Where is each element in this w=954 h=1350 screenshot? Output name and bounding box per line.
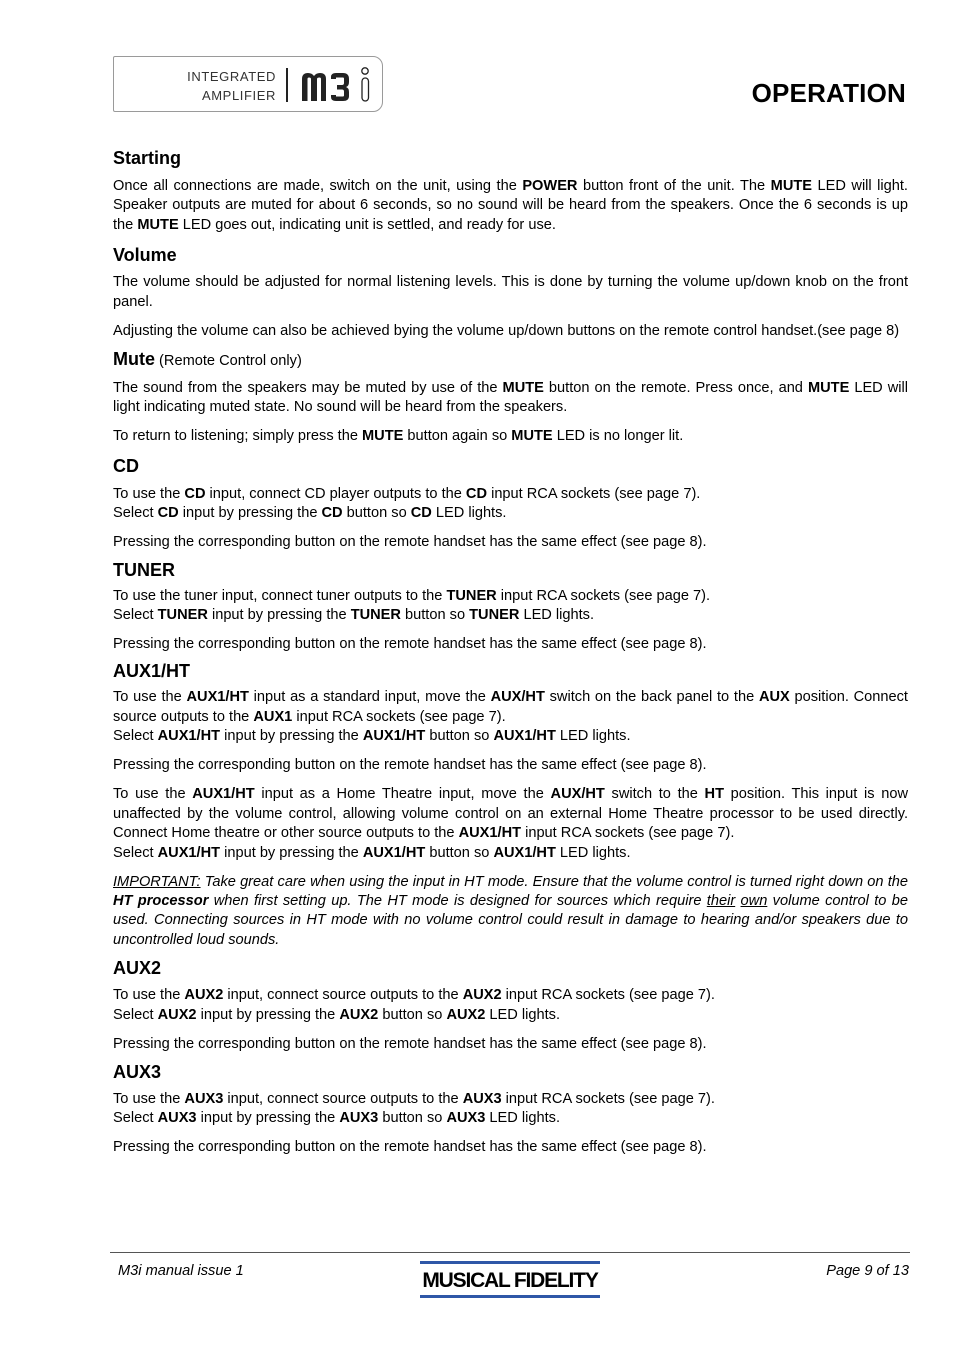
page-title: OPERATION (751, 78, 906, 108)
heading-starting: Starting (113, 148, 182, 168)
aux1-paragraph-1: To use the AUX1/HT input as a standard input, move the AUX/HT switch on the back panel to the AUX position. Connect source outputs to the AUX1 input RCA sockets (see page 7). Select AUX1/HT input by pressing the AUX1/HT button so AUX1/HT LED lights. (113, 689, 908, 745)
cd-paragraph-2: Pressing the corresponding button on the remote handset has the same effect (see page 8). (113, 534, 707, 551)
aux1-paragraph-3: To use the AUX1/HT input as a Home Theatre input, move the AUX/HT switch to the HT position. This input is now unaffected by the volume control, allowing volume control on an external Home Theatre processor to be used directly. Connect Home theatre or other source outputs to the AUX1/HT input RCA sockets (see page 7). Select AUX1/HT input by pressing the AUX1/HT button so AUX1/HT LED lights. (113, 786, 908, 861)
heading-tuner: TUNER (113, 559, 175, 580)
aux2-paragraph-1: To use the AUX2 input, connect source outputs to the AUX2 input RCA sockets (see page 7). Select AUX2 input by pressing the AUX2 button so AUX2 LED lights. (113, 987, 715, 1023)
heading-mute: Mute (Remote Control only) (113, 349, 302, 370)
cd-paragraph-1: To use the CD input, connect CD player outputs to the CD input RCA sockets (see page 7). Select CD input by pressing the CD button so CD LED lights. (113, 485, 701, 522)
volume-paragraph-2: Adjusting the volume can also be achieved bying the volume up/down buttons on the remote control handset.(see page 8) (113, 322, 900, 339)
tuner-paragraph-1: To use the tuner input, connect tuner outputs to the TUNER input RCA sockets (see page 7). Select TUNER input by pressing the TUNER button so TUNER LED lights. (113, 587, 711, 624)
starting-paragraph: Once all connections are made, switch on the unit, using the POWER button front of the unit. The MUTE LED will light. Speaker outputs are muted for about 6 seconds, so no sound will be heard from the speakers. Once the 6 seconds is up the MUTE LED goes out, indicating unit is settled, and ready for use. (113, 178, 908, 233)
aux3-paragraph-2: Pressing the corresponding button on the remote handset has the same effect (see page 8). (113, 1139, 707, 1156)
footer-page-number: Page 9 of 13 (826, 1263, 909, 1279)
tuner-paragraph-2: Pressing the corresponding button on the remote handset has the same effect (see page 8). (113, 636, 707, 653)
heading-volume: Volume (113, 245, 177, 266)
document-body (113, 146, 908, 1158)
logo-text (186, 67, 276, 105)
heading-aux1-ht: AUX1/HT (113, 661, 191, 682)
aux3-paragraph-1: To use the AUX3 input, connect source outputs to the AUX3 input RCA sockets (see page 7). Select AUX3 input by pressing the AUX3 button so AUX3 LED lights. (113, 1090, 715, 1127)
brand-name: MUSICAL FIDELITY (422, 1269, 598, 1292)
heading-aux3: AUX3 (113, 1061, 162, 1082)
footer-manual-issue: M3i manual issue 1 (118, 1263, 244, 1279)
m3i-logo-icon (283, 63, 375, 107)
important-notice: IMPORTANT: Take great care when using the input in HT mode. Ensure that the volume control is turned right down on the HT processor when first setting up. The HT mode is designed for sources which require their own volume control to be used. Connecting sources in HT mode with no volume control could result in damage to hearing and/or speakers due to uncontrolled loud sounds. (113, 873, 908, 948)
logo-line-1: INTEGRATED (187, 69, 276, 84)
volume-paragraph-1: The volume should be adjusted for normal listening levels. This is done by turning the volume up/down knob on the front panel. (113, 274, 908, 310)
aux2-paragraph-2: Pressing the corresponding button on the remote handset has the same effect (see page 8). (113, 1035, 707, 1052)
logo-line-2: AMPLIFIER (201, 88, 276, 103)
heading-aux2: AUX2 (113, 958, 162, 979)
mute-paragraph-2: To return to listening; simply press the MUTE button again so MUTE LED is no longer lit. (113, 428, 684, 445)
musical-fidelity-logo (420, 1261, 600, 1299)
brand-bar-top (420, 1261, 600, 1264)
aux1-paragraph-2: Pressing the corresponding button on the remote handset has the same effect (see page 8). (113, 757, 707, 774)
mute-paragraph-1: The sound from the speakers may be muted by use of the MUTE button on the remote. Press once, and MUTE LED will light indicating muted state. No sound will be heard from the speakers. (113, 380, 908, 416)
footer-divider (110, 1252, 910, 1253)
brand-bar-bottom (420, 1295, 600, 1298)
heading-cd: CD (113, 455, 139, 476)
